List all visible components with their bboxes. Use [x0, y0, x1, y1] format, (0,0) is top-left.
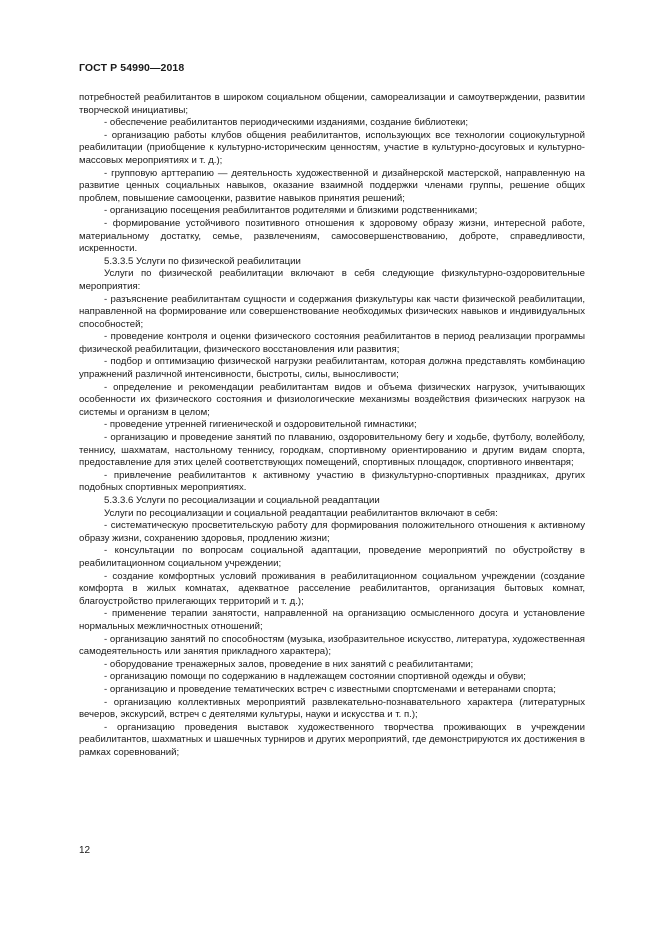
paragraph: - формирование устойчивого позитивного отношения к здоровому образу жизни, интересной работе, материальному достатку, семье, развлечениям, самосовершенствованию, доброте, справедливости, искренности. — [79, 217, 585, 255]
page-number: 12 — [79, 845, 91, 856]
paragraph: - разъяснение реабилитантам сущности и содержания физкультуры как части физической реабилитации, направленной на формирование или совершенствование необходимых физических навыков и индивидуальных способностей; — [79, 293, 585, 330]
paragraph: - организацию помощи по содержанию в надлежащем состоянии спортивной одежды и обуви; — [104, 671, 526, 683]
paragraph: - определение и рекомендации реабилитантам видов и объема физических нагрузок, учитывающих особенности их физического состояния и физиологические механизмы воздействия физических нагрузок на системы и организм в целом; — [79, 381, 585, 418]
paragraph: - привлечение реабилитантов к активному участию в физкультурно-спортивных праздниках, других подобных спортивных мероприятиях. — [79, 469, 585, 494]
paragraph: - применение терапии занятости, направленной на организацию осмысленного досуга и установление нормальных межличностных отношений; — [79, 608, 585, 632]
document-body — [79, 92, 585, 759]
paragraph: - организацию коллективных мероприятий развлекательно-познавательного характера (литературных вечеров, экскурсий, встреч с деятелями культуры, науки и искусства и т. п.); — [79, 696, 585, 721]
paragraph: - организацию и проведение занятий по плаванию, оздоровительному бегу и ходьбе, футболу, волейболу, теннису, шахматам, настольному теннису, городкам, спортивному ориентированию и другим видам спорта, предоставление для этих целей соответствующих помещений, спортивных площадок, спортивного инвентаря; — [79, 432, 585, 469]
paragraph: Услуги по физической реабилитации включают в себя следующие физкультурно-оздоровительные мероприятия: — [79, 268, 585, 292]
paragraph: - организацию и проведение тематических встреч с известными спортсменами и ветеранами спорта; — [104, 683, 556, 695]
paragraph: - организацию занятий по способностям (музыка, изобразительное искусство, литература, художественная самодеятельность или занятия прикладного характера); — [79, 633, 585, 658]
paragraph: - проведение утренней гигиенической и оздоровительной гимнастики; — [104, 419, 417, 431]
standard-title: ГОСТ Р 54990—2018 — [79, 62, 185, 74]
paragraph: - организацию работы клубов общения реабилитантов, использующих все технологии социокультурной реабилитации (приобщение к культурно-историческим ценностям, участие в культурно-досуговых и культурно-массовых мероприятиях и т. д.); — [79, 129, 585, 166]
paragraph: - организацию проведения выставок художественного творчества проживающих в учреждении реабилитантов, шахматных и шашечных турниров и других мероприятий, где демонстрируются их достижения в рамках соревнований; — [79, 721, 585, 758]
paragraph: потребностей реабилитантов в широком социальном общении, самореализации и самоутверждении, развитии творческой инициативы; — [79, 92, 585, 116]
paragraph: - создание комфортных условий проживания в реабилитационном социальном учреждении (создание комфорта в жилых комнатах, адекватное расселение реабилитантов, организация бытовых комнат, благоустройство прилегающих территорий и т. д.); — [79, 570, 585, 607]
paragraph: - консультации по вопросам социальной адаптации, проведение мероприятий по обустройству в реабилитационном социальном учреждении; — [79, 545, 585, 569]
paragraph: - групповую арттерапию — деятельность художественной и дизайнерской мастерской, направленную на развитие ценных социальных навыков, оказание взаимной поддержки членами группы, решение общих проблем, повышение самооценки, развитие навыков принятия решений; — [79, 167, 585, 204]
paragraph: 5.3.3.5 Услуги по физической реабилитации — [104, 255, 301, 267]
paragraph: - оборудование тренажерных залов, проведение в них занятий с реабилитантами; — [104, 658, 474, 670]
paragraph: Услуги по ресоциализации и социальной реадаптации реабилитантов включают в себя: — [104, 507, 498, 519]
paragraph: - организацию посещения реабилитантов родителями и близкими родственниками; — [104, 205, 478, 217]
paragraph: - систематическую просветительскую работу для формирования положительного отношения к активному образу жизни, сохранению здоровья, продлению жизни; — [79, 520, 585, 544]
paragraph: - подбор и оптимизацию физической нагрузки реабилитантам, которая должна представлять комбинацию упражнений различной интенсивности, быстроты, силы, выносливости; — [79, 356, 585, 381]
paragraph: - проведение контроля и оценки физического состояния реабилитантов в период реализации программы физической реабилитации, физического восстановления или развития; — [79, 331, 585, 355]
paragraph: - обеспечение реабилитантов периодическими изданиями, создание библиотеки; — [104, 117, 469, 129]
paragraph: 5.3.3.6 Услуги по ресоциализации и социальной реадаптации — [104, 495, 380, 506]
